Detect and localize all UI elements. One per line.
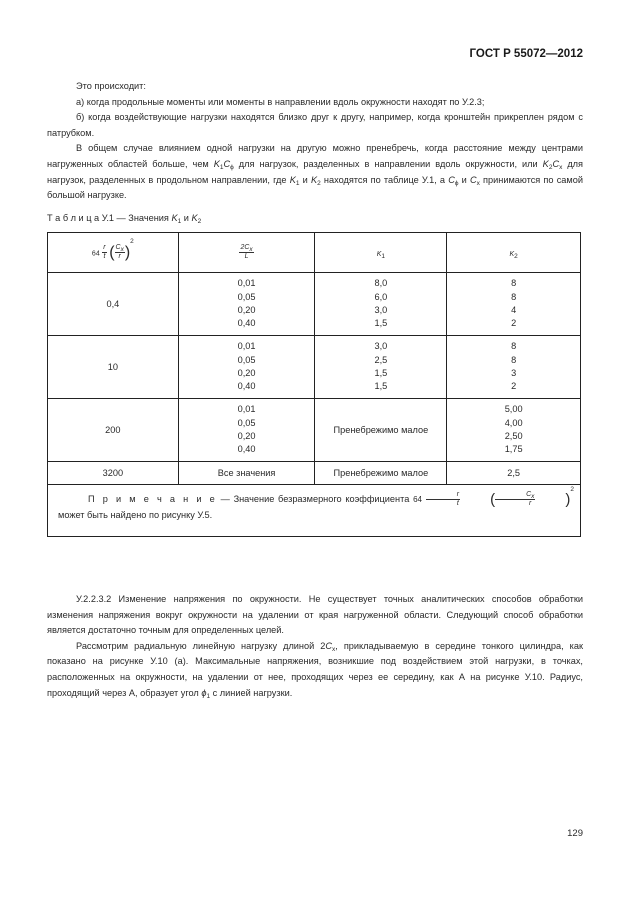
body-p1: У.2.2.3.2 Изменение напряжения по окружности. Не существует точных аналитических способов обработки изменения напряжения вокруг окружности на удалении от края нагруженной области. Следующий способ обработки является достаточно точным для определенных целей.: [47, 594, 583, 636]
table-row: [48, 336, 581, 399]
cell-ratio: Все значения: [178, 462, 315, 485]
body-text: [47, 592, 583, 701]
cell-a: 200: [48, 399, 179, 462]
table-note-row: [48, 485, 581, 537]
cell-k1: Пренебрежимо малое: [315, 462, 447, 485]
values-table: [47, 232, 581, 537]
table-note: П р и м е ч а н и е — Значение безразмерного коэффициента 64 $\frac{r}{t}$ ( $\frac{C_x}{r}$ )$^2$ может быть найдено по рисунку У.5.: [48, 485, 581, 537]
cell-ratio: 0,01 0,05 0,20 0,40: [178, 273, 315, 336]
cell-a: 10: [48, 336, 179, 399]
body-p2: Рассмотрим радиальную линейную нагрузку длиной $2C_x$, прикладываемую в середине тонкого цилиндра, как показано на рисунке У.10 (а). Максимальные напряжения, возникшие под воздействием этой нагрузки, в точках, расположенных на окружности, на удалении от нее, проходящих через ее середину, как А на рисунке У.10. Радиус, проходящий через А, образует угол $\phi_1$ с линией нагрузки.: [47, 640, 584, 700]
header-ratio: $\frac{2C_x}{L}$: [178, 233, 315, 273]
table-row: [48, 462, 581, 485]
cell-k2: 8 8 4 2: [447, 273, 581, 336]
header-formula: 64 $\frac{r}{t}$ ( $\frac{C_x}{r}$ )$^2$: [48, 233, 179, 273]
table-header-row: [48, 233, 581, 273]
intro-p2: а) когда продольные моменты или моменты в направлении вдоль окружности находят по У.2.3;: [76, 96, 485, 107]
header-k1: $K_1$: [315, 233, 447, 273]
intro-p4: В общем случае влиянием одной нагрузки на другую можно пренебречь, когда расстояние между центрами нагруженных областей больше, чем $K_1C_\phi$ для нагрузок, разделенных в направлении вдоль окружности, или $K_2C_x$ для нагрузок, разделенных в продольном направлении, где $K_1$ и $K_2$ находятся по таблице У.1, а $C_\phi$ и $C_x$ принимаются по самой большой нагрузке.: [47, 143, 584, 201]
cell-k1: 3,0 2,5 1,5 1,5: [315, 336, 447, 399]
cell-k2: 2,5: [447, 462, 581, 485]
cell-k2: 5,00 4,00 2,50 1,75: [447, 399, 581, 462]
cell-ratio: 0,01 0,05 0,20 0,40: [178, 399, 315, 462]
page-number: 129: [567, 828, 583, 839]
intro-p1: Это происходит:: [76, 81, 146, 91]
cell-k1: Пренебрежимо малое: [315, 399, 447, 462]
document-code: ГОСТ Р 55072—2012: [469, 48, 583, 60]
intro-p3: б) когда воздействующие нагрузки находятся близко друг к другу, например, когда кронштейн прикреплен рядом с патрубком.: [47, 112, 583, 138]
table-row: [48, 273, 581, 336]
cell-k1: 8,0 6,0 3,0 1,5: [315, 273, 447, 336]
cell-a: 3200: [48, 462, 179, 485]
cell-k2: 8 8 3 2: [447, 336, 581, 399]
table-row: [48, 399, 581, 462]
cell-a: 0,4: [48, 273, 179, 336]
intro-text: [47, 79, 583, 204]
table-caption: Т а б л и ц а У.1 — Значения $K_1$ и $K_2$: [47, 213, 202, 225]
header-k2: $K_2$: [447, 233, 581, 273]
cell-ratio: 0,01 0,05 0,20 0,40: [178, 336, 315, 399]
